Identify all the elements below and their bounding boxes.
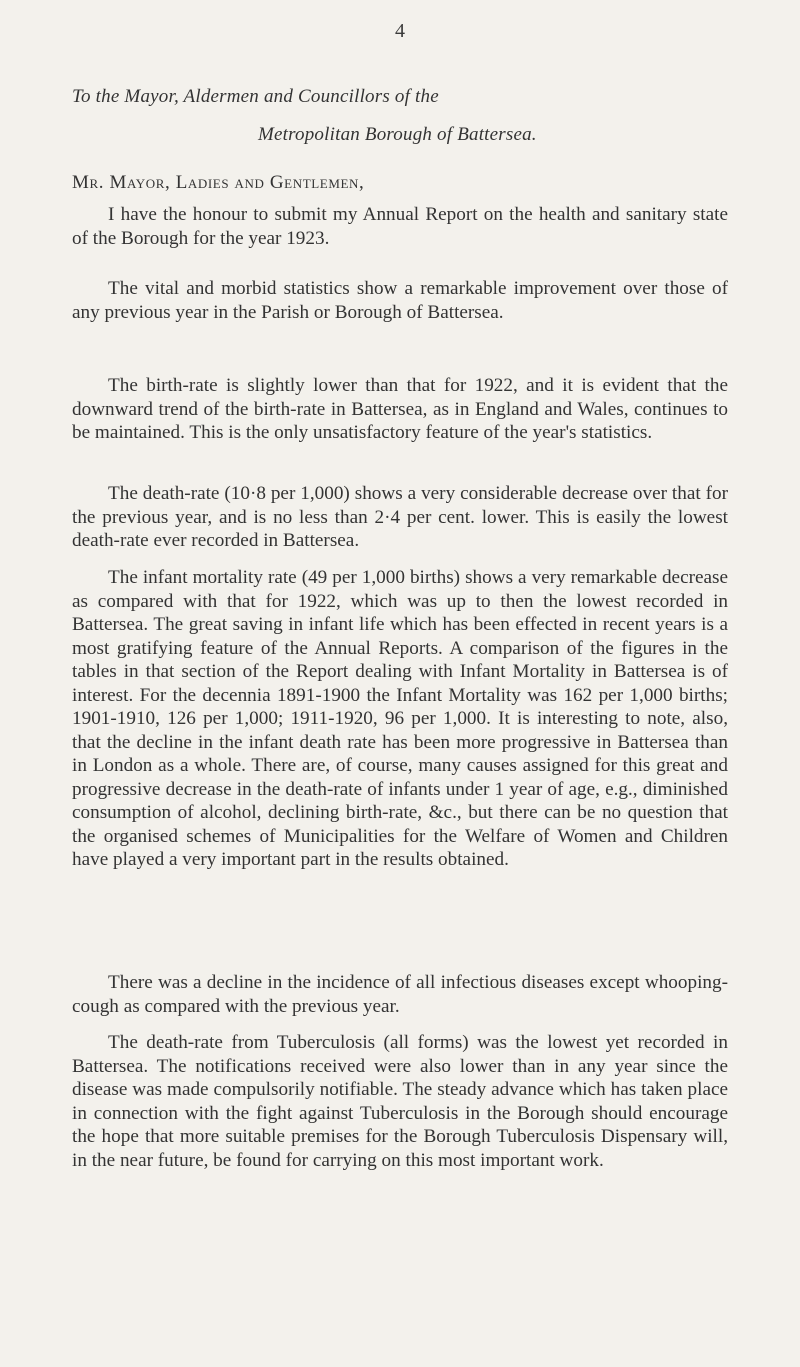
- address-line-1: To the Mayor, Aldermen and Councillors of the: [72, 86, 439, 107]
- paragraph-infectious-diseases: There was a decline in the incidence of all infectious diseases except whooping-cough as compared with the previous year.: [72, 972, 728, 1017]
- address-line-2: Metropolitan Borough of Battersea.: [258, 124, 537, 145]
- paragraph-birth-rate: The birth-rate is slightly lower than that for 1922, and it is evident that the downward trend of the birth-rate in Battersea, as in England and Wales, continues to be maintained. This is the only unsatisfactory feature of the year's statistics.: [72, 375, 728, 443]
- paragraph-death-rate: The death-rate (10·8 per 1,000) shows a very considerable decrease over that for the previous year, and is no less than 2·4 per cent. lower. This is easily the lowest death-rate ever recorded in Battersea.: [72, 483, 728, 551]
- paragraph-vital-statistics: The vital and morbid statistics show a remarkable improvement over those of any previous year in the Parish or Borough of Battersea.: [72, 278, 728, 323]
- paragraph-tuberculosis: The death-rate from Tuberculosis (all forms) was the lowest yet recorded in Battersea. The notifications received were also lower than in any year since the disease was made compulsorily notifiable. The steady advance which has taken place in connection with the fight against Tuberculosis in the Borough should encourage the hope that more suitable premises for the Borough Tuberculosis Dispensary will, in the near future, be found for carrying on this most important work.: [72, 1032, 728, 1171]
- page-number: 4: [395, 20, 405, 42]
- salutation: Mr. Mayor, Ladies and Gentlemen,: [72, 172, 365, 193]
- paragraph-infant-mortality: The infant mortality rate (49 per 1,000 births) shows a very remarkable decrease as compared with that for 1922, which was up to then the lowest recorded in Battersea. The great saving in infant life which has been effected in recent years is a most gratifying feature of the Annual Reports. A comparison of the figures in the tables in that section of the Report dealing with Infant Mortality in Battersea is of interest. For the decennia 1891-1900 the Infant Mortality was 162 per 1,000 births; 1901-1910, 126 per 1,000; 1911-1920, 96 per 1,000. It is interesting to note, also, that the decline in the infant death rate has been more progressive in Battersea than in London as a whole. There are, of course, many causes assigned for this great and progressive decrease in the death-rate of infants under 1 year of age, e.g., diminished consumption of alcohol, declining birth-rate, &c., but there can be no question that the organised schemes of Municipalities for the Welfare of Women and Children have played a very important part in the results obtained.: [72, 567, 728, 870]
- paragraph-report-intro: I have the honour to submit my Annual Report on the health and sanitary state of the Borough for the year 1923.: [72, 204, 728, 249]
